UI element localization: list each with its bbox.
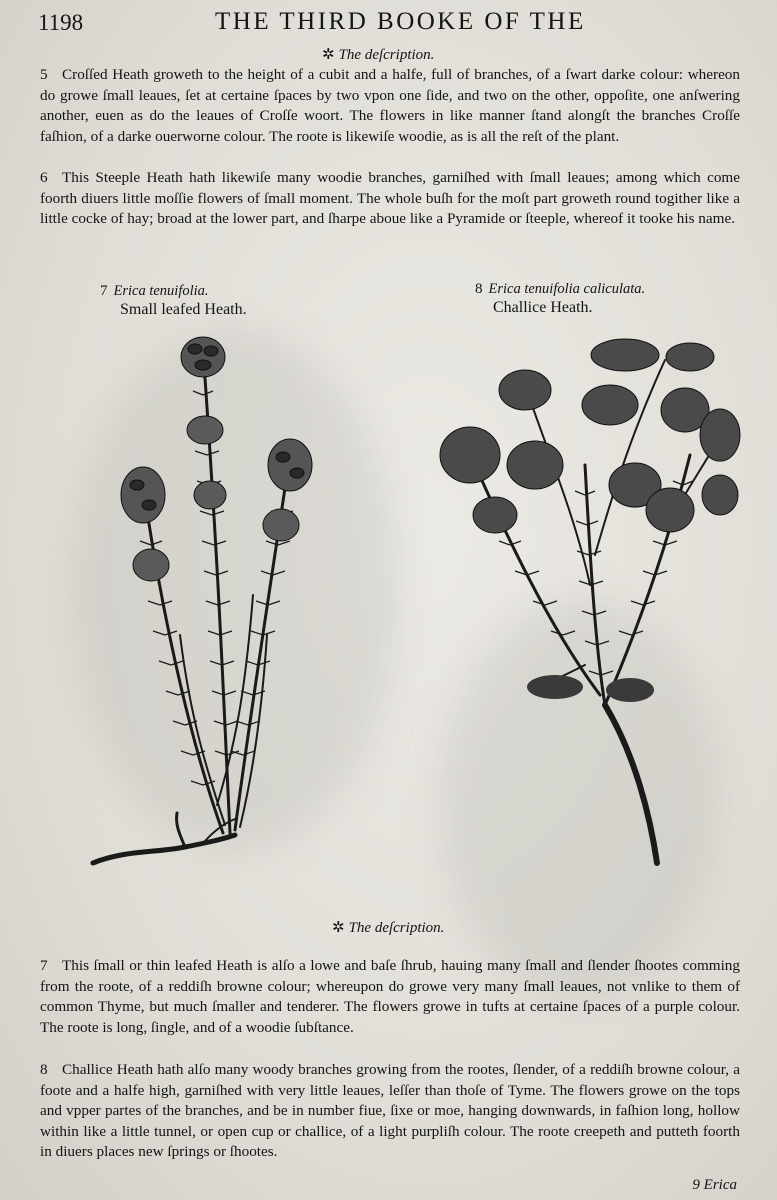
paragraph-text: This ſmall or thin leafed Heath is alſo a lowe and baſe ſhrub, hauing many ſmall and ſlender ſhootes comming from the roote, of a reddiſh browne colour; whereupon do growe very many ſmall leaues, not vnlike to them of common Thyme, but much ſmaller and tenderer. The flowers growe in tufts at certaine ſpaces of a purple colour. The roote is long, ſingle, and of a woodie ſubſtance. [40,957,740,1036]
paragraph-text: Croſſed Heath groweth to the height of a cubit and a halfe, full of branches, of a ſwart darke colour: whereon do growe ſmall leaues, ſet at certaine ſpaces by two vpon one ſide, and two on the other, oppoſite, one anſwering another, euen as do the leaues of Croſſe woort. The flowers in like manner ſtand alongſt the branches Croſſe faſhion, of a darke ouerworne colour. The roote is likewiſe woodie, as is all the reſt of the plant. [40,66,740,145]
description-heading-text: The deſcription. [338,47,435,63]
running-title: THE THIRD BOOKE OF THE [215,8,586,35]
figure-number: 7 [100,283,108,299]
asterism-icon: ✲ [322,47,335,63]
paragraph-text: Challice Heath hath alſo many woody branches growing from the rootes, ſlender, of a reddiſh browne colour, a foote and a halfe high, garniſhed with very little leaues, leſſer than thoſe of Tyme. The flowers growe on the tops and vpper partes of the branches, and be in number fiue, ſixe or moe, hanging downwards, in faſhion long, hollow within like a little tunnel, or open cup or challice, of a light purpliſh colour. The roote creepeth and putteth foorth in diuers places new ſprings or ſhootes. [40,1061,740,1160]
description-heading-text: The deſcription. [348,920,445,936]
paragraph-8 [40,1060,740,1163]
paragraph-7 [40,956,740,1038]
paragraph-text: This Steeple Heath hath likewiſe many woodie branches, garniſhed with ſmall leaues; among which come foorth diuers little moſſie flowers of ſmall moment. The whole buſh for the moſt part groweth round togither like a little cocke of hay; broad at the lower part, and ſharpe aboue like a Pyramide or ſteeple, whereof it tooke his name. [40,169,740,227]
figure-caption-7 [100,282,247,319]
page-header [30,8,747,42]
paragraph-number: 6 [40,169,48,186]
english-name: Challice Heath. [493,299,593,316]
asterism-icon: ✲ [332,920,345,936]
latin-name: Erica tenuifolia. [113,283,209,299]
description-heading [322,45,434,64]
woodcut-small-leafed-heath [85,335,325,870]
paragraph-number: 5 [40,66,48,83]
latin-name: Erica tenuifolia caliculata. [488,281,646,297]
paragraph-5 [40,65,740,147]
paragraph-number: 7 [40,957,48,974]
woodcut-challice-heath [435,335,745,870]
figure-caption-8 [475,280,645,317]
english-name: Small leafed Heath. [120,301,247,318]
paragraph-number: 8 [40,1061,48,1078]
figure-number: 8 [475,281,483,297]
description-heading [332,918,444,937]
catchword: 9 Erica [692,1177,737,1193]
paragraph-6 [40,168,740,230]
page-number: 1198 [38,10,84,35]
